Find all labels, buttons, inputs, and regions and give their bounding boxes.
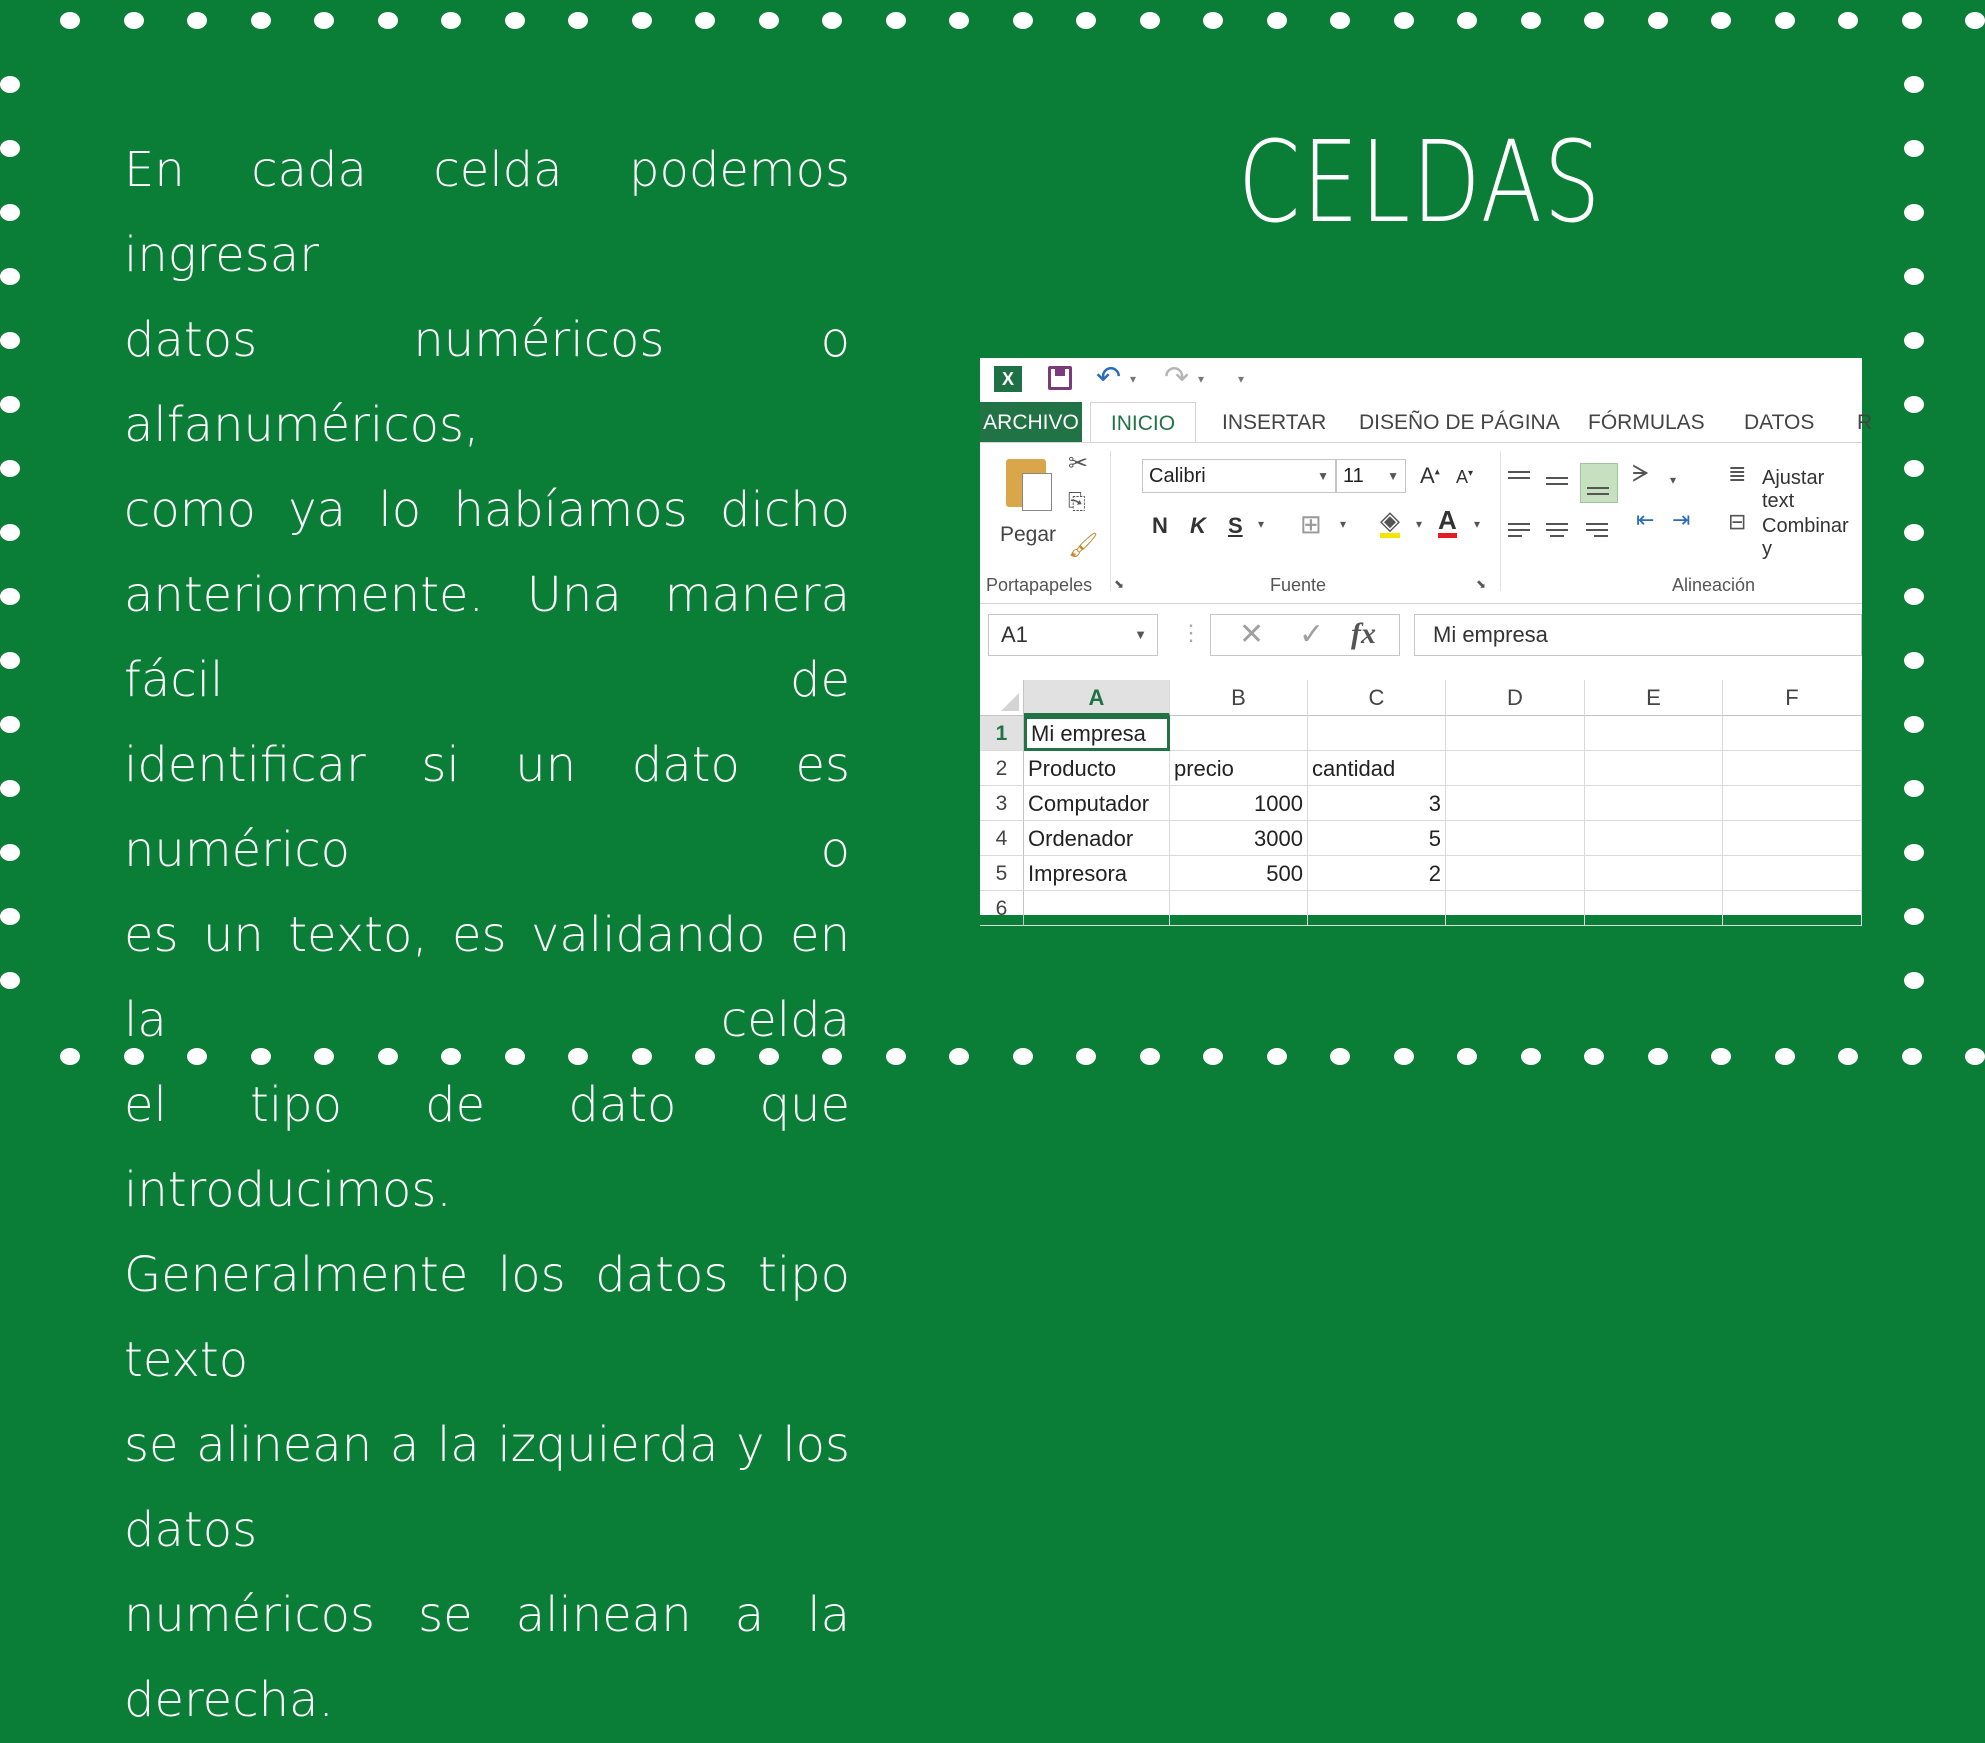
row-header[interactable]: 2: [980, 751, 1024, 786]
body-line: se alinean a la izquierda y los datos: [124, 1417, 850, 1558]
frame-dot: [1648, 1048, 1668, 1065]
frame-dot: [1394, 12, 1414, 29]
frame-dot: [0, 588, 20, 605]
name-box[interactable]: [988, 614, 1158, 656]
frame-dot: [0, 76, 20, 93]
frame-dot: [1904, 204, 1924, 221]
frame-dot: [1330, 1048, 1350, 1065]
frame-dot: [314, 12, 334, 29]
grid-cell[interactable]: [1723, 891, 1862, 926]
frame-dot: [0, 140, 20, 157]
frame-dot: [1711, 1048, 1731, 1065]
frame-dot: [1457, 1048, 1477, 1065]
select-all-button[interactable]: [980, 680, 1024, 716]
column-header[interactable]: D: [1446, 680, 1585, 716]
frame-dot: [1904, 524, 1924, 541]
merge-center-icon: ⊟: [1728, 509, 1747, 534]
wrap-text-button[interactable]: Ajustar text: [1762, 467, 1825, 512]
cell-b5[interactable]: 500: [1170, 856, 1308, 891]
format-painter-icon[interactable]: 🖌: [1068, 532, 1099, 559]
redo-icon[interactable]: ↷: [1164, 361, 1190, 394]
frame-dot: [1904, 460, 1924, 477]
frame-dot: [441, 12, 461, 29]
excel-screenshot: [980, 358, 1873, 920]
frame-dot: [0, 652, 20, 669]
tab-archivo[interactable]: ARCHIVO: [980, 402, 1082, 442]
frame-dot: [1904, 588, 1924, 605]
frame-dots-right: [1894, 0, 1930, 1080]
slide-title: CELDAS: [1237, 118, 1603, 248]
body-line: datos numéricos o alfanuméricos,: [124, 312, 850, 453]
column-header[interactable]: F: [1723, 680, 1862, 716]
frame-dots-top: [0, 4, 1920, 40]
frame-dot: [1904, 972, 1924, 989]
increase-indent-icon[interactable]: ⇥: [1672, 507, 1691, 532]
frame-dot: [1330, 12, 1350, 29]
column-header[interactable]: B: [1170, 680, 1308, 716]
frame-dot: [0, 204, 20, 221]
chevron-down-icon: ▼: [1134, 627, 1147, 642]
grid-cell[interactable]: [1723, 751, 1862, 786]
insert-function-button[interactable]: fx: [1351, 617, 1376, 650]
italic-button[interactable]: K: [1190, 513, 1206, 538]
chevron-down-icon[interactable]: ▾: [1340, 517, 1347, 531]
frame-dot: [822, 12, 842, 29]
column-header[interactable]: C: [1308, 680, 1446, 716]
customize-toolbar-icon[interactable]: ▾: [1238, 372, 1245, 386]
formula-buttons: [1210, 614, 1400, 656]
underline-button[interactable]: S: [1228, 513, 1243, 538]
grid-cell[interactable]: [1446, 856, 1585, 891]
chevron-down-icon[interactable]: ▾: [1416, 517, 1423, 531]
frame-dot: [1013, 12, 1033, 29]
column-header[interactable]: A: [1024, 680, 1170, 716]
tab-datos[interactable]: DATOS: [1744, 411, 1815, 434]
tab-insertar[interactable]: INSERTAR: [1222, 411, 1327, 434]
frame-dot: [568, 12, 588, 29]
cell-c3[interactable]: 3: [1308, 786, 1446, 821]
grid-cell[interactable]: [1446, 821, 1585, 856]
dialog-launcher-icon[interactable]: ⬊: [1476, 577, 1487, 591]
grid-cell[interactable]: [1585, 891, 1723, 926]
frame-dot: [1584, 1048, 1604, 1065]
paste-icon[interactable]: [1006, 459, 1046, 507]
frame-dot: [1521, 12, 1541, 29]
grid-cell[interactable]: [1585, 786, 1723, 821]
cell-a6[interactable]: [1024, 891, 1170, 926]
bold-button[interactable]: N: [1152, 513, 1168, 538]
cell-c6[interactable]: [1308, 891, 1446, 926]
cell-a1[interactable]: Mi empresa: [1024, 716, 1170, 751]
chevron-down-icon[interactable]: ▾: [1474, 517, 1481, 531]
frame-dot: [1267, 1048, 1287, 1065]
row-header[interactable]: 1: [980, 716, 1024, 751]
cell-a4[interactable]: Ordenador: [1024, 821, 1170, 856]
frame-dot: [1904, 268, 1924, 285]
font-size-value: 11: [1343, 465, 1364, 487]
grid-cell[interactable]: [1446, 716, 1585, 751]
grid-cell[interactable]: [1446, 891, 1585, 926]
frame-dot: [886, 1048, 906, 1065]
cell-c1[interactable]: [1308, 716, 1446, 751]
fill-color-icon[interactable]: ◈: [1380, 507, 1400, 538]
grid-cell[interactable]: [1723, 856, 1862, 891]
frame-dot: [632, 12, 652, 29]
frame-dot: [187, 12, 207, 29]
grow-font-icon[interactable]: A▴: [1420, 463, 1440, 488]
body-line: es un texto, es validando en la celda: [124, 907, 850, 1048]
paste-button[interactable]: Pegar: [1000, 523, 1057, 546]
cut-icon[interactable]: ✂: [1068, 450, 1089, 477]
tab-diseno-pagina[interactable]: DISEÑO DE PÁGINA: [1359, 411, 1560, 434]
frame-dot: [1521, 1048, 1541, 1065]
frame-dot: [505, 12, 525, 29]
column-header[interactable]: E: [1585, 680, 1723, 716]
cell-c4[interactable]: 5: [1308, 821, 1446, 856]
redo-dropdown-icon[interactable]: ▾: [1198, 372, 1205, 386]
tab-inicio[interactable]: INICIO: [1090, 402, 1196, 442]
font-name-select[interactable]: [1142, 459, 1336, 493]
frame-dot: [1965, 1048, 1985, 1065]
row-header[interactable]: 5: [980, 856, 1024, 891]
frame-dot: [1203, 1048, 1223, 1065]
tab-formulas[interactable]: FÓRMULAS: [1588, 411, 1705, 434]
frame-dot: [1838, 1048, 1858, 1065]
formula-input[interactable]: Mi empresa: [1414, 614, 1862, 656]
chevron-down-icon: ▼: [1387, 469, 1399, 483]
tab-revisar[interactable]: R: [1857, 411, 1873, 434]
wrap-text-icon: ≣: [1728, 461, 1747, 486]
row-header[interactable]: 3: [980, 786, 1024, 821]
quick-access-toolbar: [980, 358, 1862, 402]
chevron-down-icon[interactable]: ▾: [1670, 473, 1677, 487]
frame-dot: [251, 12, 271, 29]
cell-a2[interactable]: Producto: [1024, 751, 1170, 786]
body-line: identificar si un dato es numérico o: [124, 737, 850, 878]
frame-dot: [1904, 332, 1924, 349]
frame-dot: [1904, 908, 1924, 925]
merge-center-button[interactable]: Combinar y: [1762, 515, 1849, 560]
shrink-font-icon[interactable]: A▾: [1456, 467, 1474, 487]
frame-dots-left: [0, 0, 26, 1080]
chevron-down-icon: ▼: [1317, 469, 1329, 483]
borders-icon[interactable]: ⊞: [1300, 509, 1322, 539]
cell-b3[interactable]: 1000: [1170, 786, 1308, 821]
frame-dot: [1838, 12, 1858, 29]
frame-dot: [0, 844, 20, 861]
ribbon-tabs: [980, 402, 1873, 443]
name-box-value: A1: [1001, 622, 1028, 647]
font-size-select[interactable]: [1336, 459, 1406, 493]
grid-cell[interactable]: [1585, 751, 1723, 786]
decrease-indent-icon[interactable]: ⇤: [1636, 507, 1655, 532]
cell-b2[interactable]: precio: [1170, 751, 1308, 786]
group-label-fuente: Fuente: [1270, 575, 1327, 595]
frame-dot: [0, 524, 20, 541]
grid-cell[interactable]: [1446, 751, 1585, 786]
body-line: numéricos se alinean a la derecha.: [124, 1587, 850, 1728]
frame-dot: [1711, 12, 1731, 29]
frame-dot: [1013, 1048, 1033, 1065]
frame-dot: [1904, 780, 1924, 797]
more-icon: ⋮: [1180, 620, 1202, 645]
frame-dot: [0, 268, 20, 285]
body-text: [124, 128, 850, 1743]
frame-dot: [0, 780, 20, 797]
frame-dot: [60, 1048, 80, 1065]
frame-dot: [949, 1048, 969, 1065]
frame-dot: [1965, 12, 1985, 29]
frame-dot: [1775, 1048, 1795, 1065]
font-name-value: Calibri: [1149, 465, 1206, 487]
spreadsheet-grid: [980, 680, 1862, 920]
frame-dot: [1076, 12, 1096, 29]
save-icon[interactable]: [1048, 366, 1072, 390]
frame-dot: [1904, 76, 1924, 93]
cell-a5[interactable]: Impresora: [1024, 856, 1170, 891]
chevron-down-icon[interactable]: ▾: [1258, 517, 1265, 531]
grid-cell[interactable]: [1585, 856, 1723, 891]
grid-cell[interactable]: [1585, 821, 1723, 856]
frame-dot: [60, 12, 80, 29]
cell-b4[interactable]: 3000: [1170, 821, 1308, 856]
frame-dot: [1904, 396, 1924, 413]
body-line: como ya lo habíamos dicho: [124, 482, 850, 538]
align-bottom-button[interactable]: [1580, 463, 1618, 503]
frame-dot: [1076, 1048, 1096, 1065]
row-header[interactable]: 6: [980, 891, 1024, 926]
copy-icon[interactable]: ⎘: [1068, 489, 1086, 514]
orientation-icon[interactable]: ᗒ: [1632, 461, 1650, 488]
dialog-launcher-icon[interactable]: ⬊: [1114, 577, 1125, 591]
undo-icon[interactable]: ↶: [1096, 361, 1122, 394]
cell-b6[interactable]: [1170, 891, 1308, 926]
frame-dot: [0, 332, 20, 349]
font-color-icon[interactable]: A: [1438, 507, 1457, 538]
enter-icon[interactable]: ✓: [1299, 618, 1325, 651]
frame-dot: [1904, 652, 1924, 669]
frame-dot: [378, 12, 398, 29]
ribbon: [980, 443, 1862, 604]
frame-dot: [0, 396, 20, 413]
cancel-icon[interactable]: ✕: [1239, 618, 1265, 651]
frame-dot: [124, 12, 144, 29]
grid-cell[interactable]: [1723, 716, 1862, 751]
frame-dot: [1203, 12, 1223, 29]
frame-dot: [1648, 12, 1668, 29]
grid-cell[interactable]: [1723, 786, 1862, 821]
frame-dot: [1267, 12, 1287, 29]
frame-dot: [0, 716, 20, 733]
frame-dot: [1775, 12, 1795, 29]
frame-dot: [1904, 140, 1924, 157]
body-line: el tipo de dato que introducimos.: [124, 1077, 850, 1218]
frame-dot: [1140, 12, 1160, 29]
grid-cell[interactable]: [1723, 821, 1862, 856]
frame-dot: [1904, 716, 1924, 733]
excel-logo-icon: X: [994, 366, 1022, 392]
frame-dot: [1584, 12, 1604, 29]
grid-cell[interactable]: [1446, 786, 1585, 821]
frame-dot: [759, 12, 779, 29]
group-label-portapapeles: Portapapeles: [986, 575, 1093, 595]
cell-c5[interactable]: 2: [1308, 856, 1446, 891]
frame-dot: [0, 460, 20, 477]
cell-a3[interactable]: Computador: [1024, 786, 1170, 821]
grid-cell[interactable]: [1585, 716, 1723, 751]
frame-dot: [949, 12, 969, 29]
group-label-alineacion: Alineación: [1672, 575, 1756, 595]
body-line: En cada celda podemos ingresar: [124, 142, 850, 283]
frame-dot: [886, 12, 906, 29]
undo-dropdown-icon[interactable]: ▾: [1130, 372, 1137, 386]
frame-dot: [1457, 12, 1477, 29]
frame-dot: [1904, 844, 1924, 861]
frame-dot: [1140, 1048, 1160, 1065]
frame-dot: [1394, 1048, 1414, 1065]
body-line: anteriormente. Una manera fácil de: [124, 567, 850, 708]
cell-c2[interactable]: cantidad: [1308, 751, 1446, 786]
body-line: Generalmente los datos tipo texto: [124, 1247, 850, 1388]
frame-dot: [0, 972, 20, 989]
cell-b1[interactable]: [1170, 716, 1308, 751]
frame-dot: [695, 12, 715, 29]
formula-bar: [980, 610, 1862, 660]
row-header[interactable]: 4: [980, 821, 1024, 856]
frame-dot: [0, 908, 20, 925]
